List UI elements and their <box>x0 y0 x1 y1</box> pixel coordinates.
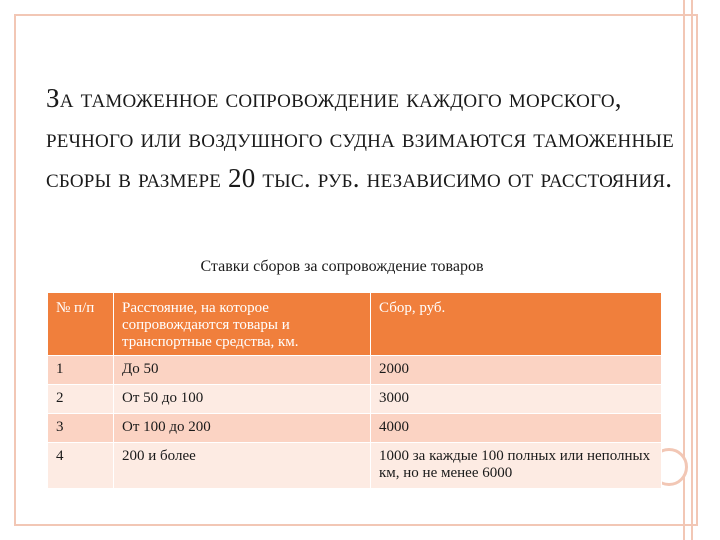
table-caption: Ставки сборов за сопровождение товаров <box>200 258 484 275</box>
slide-heading <box>46 78 676 198</box>
row-number: 1 <box>48 356 114 385</box>
rates-table <box>48 293 662 489</box>
row-number: 4 <box>48 443 114 489</box>
heading-text-end: тыс. руб. независимо от расстояния. <box>262 163 673 193</box>
row-distance: 200 и более <box>114 443 371 489</box>
row-fee: 2000 <box>371 356 662 385</box>
row-fee: 4000 <box>371 414 662 443</box>
row-fee: 3000 <box>371 385 662 414</box>
column-header-number: № п/п <box>48 293 114 356</box>
row-number: 2 <box>48 385 114 414</box>
table-row <box>48 356 662 385</box>
decorative-line <box>691 0 693 540</box>
heading-text: За таможенное сопровождение каждого морского, речного или воздушного судна взимаются таможенные сборы в размере <box>46 83 674 193</box>
table-row <box>48 443 662 489</box>
table-row <box>48 385 662 414</box>
heading-amount: 20 <box>228 163 256 193</box>
table-row <box>48 414 662 443</box>
table-header-row <box>48 293 662 356</box>
row-distance: До 50 <box>114 356 371 385</box>
row-number: 3 <box>48 414 114 443</box>
row-fee: 1000 за каждые 100 полных или неполных км, но не менее 6000 <box>371 443 662 489</box>
column-header-fee: Сбор, руб. <box>371 293 662 356</box>
column-header-distance: Расстояние, на которое сопровождаются товары и транспортные средства, км. <box>114 293 371 356</box>
row-distance: От 100 до 200 <box>114 414 371 443</box>
row-distance: От 50 до 100 <box>114 385 371 414</box>
